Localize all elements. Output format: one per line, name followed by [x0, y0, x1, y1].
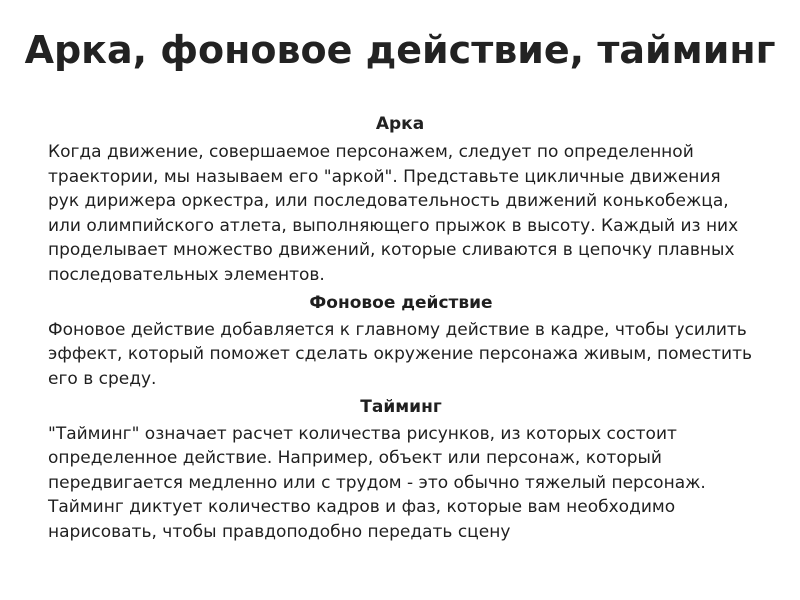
section-heading-arc: Арка: [375, 114, 425, 134]
section-heading-timing: Тайминг: [360, 397, 442, 417]
section-text-background-action: Фоновое действие добавляется к главному действие в кадре, чтобы усилить эффект, который поможет сделать окружение персонажа живым, поместить его в среду.: [48, 319, 753, 389]
section-text-timing: "Тайминг" означает расчет количества рисунков, из которых состоит определенное действие. Например, объект или персонаж, который передвигается медленно или с трудом - это обычно тяжелый персонаж. Тайминг диктует количество кадров и фаз, которые вам необходимо нарисовать, чтобы правдоподобно передать сцену: [48, 423, 706, 542]
slide-body: [48, 140, 754, 544]
slide-title: Арка, фоновое действие, тайминг: [24, 28, 776, 72]
section-heading-background-action: Фоновое действие: [309, 293, 493, 313]
section-text-arc: Когда движение, совершаемое персонажем, следует по определенной траектории, мы называем его "аркой". Представьте цикличные движения рук дирижера оркестра, или последовательность движений конькобежца, или олимпийского атлета, выполняющего прыжок в высоту. Каждый из них проделывает множество движений, которые сливаются в цепочку плавных последовательных элементов.: [48, 142, 739, 285]
